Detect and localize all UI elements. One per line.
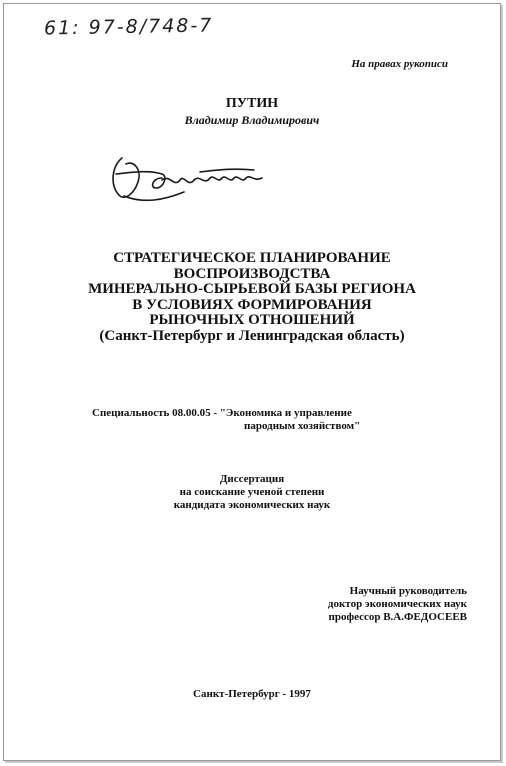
dissertation-line: Диссертация (219, 473, 285, 485)
title-line: (Санкт-Петербург и Ленинградская область) (99, 327, 405, 344)
author-surname: ПУТИН (225, 96, 279, 111)
title-line: РЫНОЧНЫХ ОТНОШЕНИЙ (149, 312, 355, 328)
supervisor-block (307, 585, 467, 624)
title-line: СТРАТЕГИЧЕСКОЕ ПЛАНИРОВАНИЕ (113, 250, 391, 266)
handwritten-signature (104, 144, 274, 214)
author-given-names: Владимир Владимирович (184, 113, 320, 127)
dissertation-line: кандидата экономических наук (173, 499, 331, 511)
catalog-number: 61: 97-8/748-7 (43, 14, 214, 40)
supervisor-line: Научный руководитель (349, 585, 467, 597)
title-line: ВОСПРОИЗВОДСТВА (173, 265, 331, 282)
supervisor-line: профессор В.А.ФЕДОСЕЕВ (328, 611, 467, 623)
title-line: В УСЛОВИЯХ ФОРМИРОВАНИЯ (132, 296, 372, 313)
dissertation-line: на соискание ученой степени (179, 486, 325, 498)
supervisor-line: доктор экономических наук (327, 598, 467, 610)
document-page (3, 3, 501, 761)
specialty-line: пародным хозяйством" (244, 420, 361, 432)
title-line: МИНЕРАЛЬНО-СЫРЬЕВОЙ БАЗЫ РЕГИОНА (88, 281, 416, 297)
rights-note: На правах рукописи (351, 58, 448, 70)
place-year: Санкт-Петербург - 1997 (193, 688, 311, 700)
specialty-line: Специальность 08.00.05 - "Экономика и управление (92, 407, 352, 419)
dissertation-title (4, 251, 500, 344)
dissertation-note (4, 473, 500, 512)
specialty-block (92, 407, 360, 433)
